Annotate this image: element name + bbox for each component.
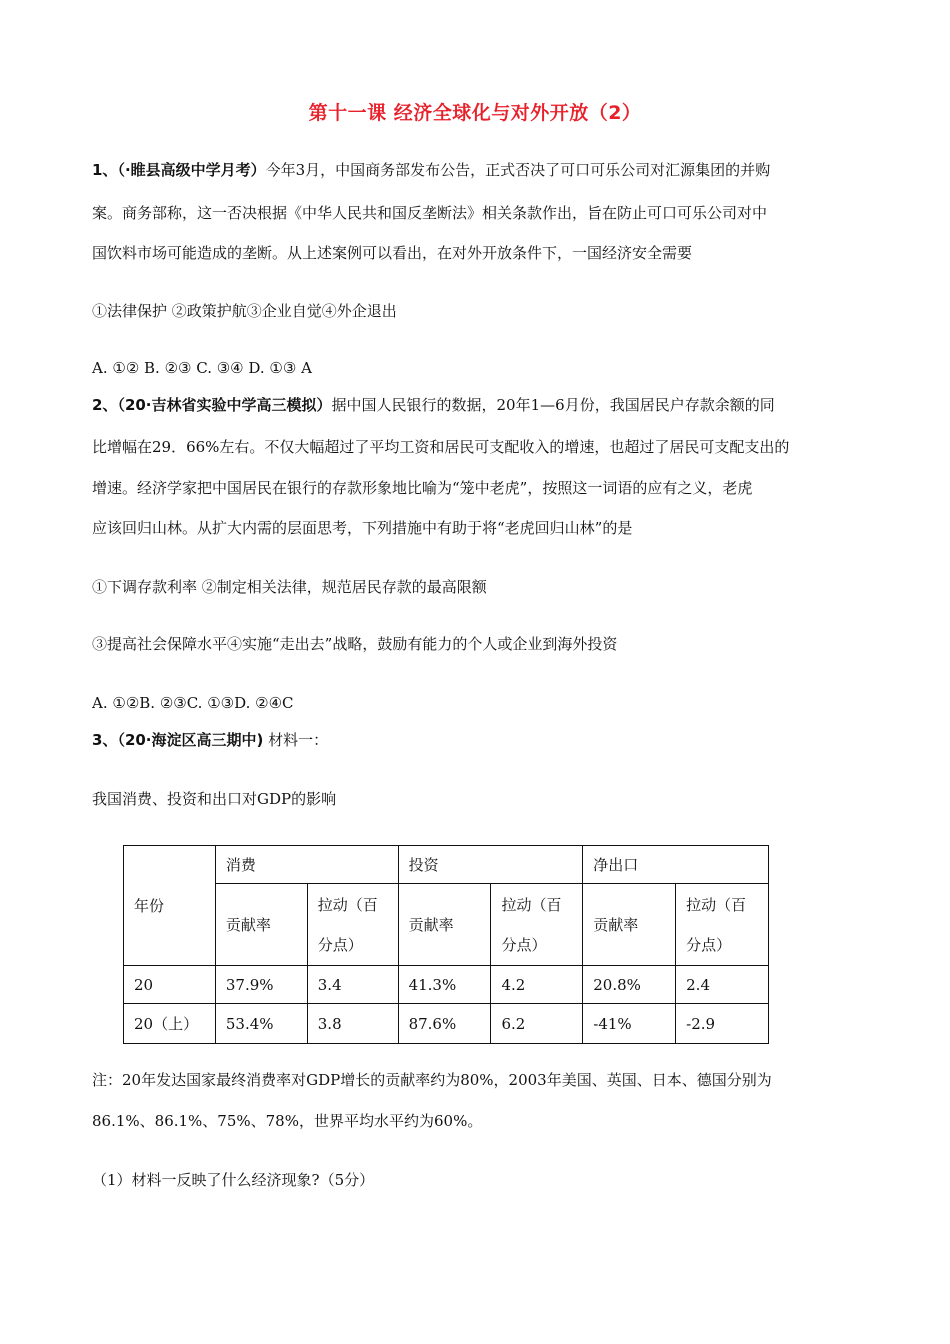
table-row <box>124 966 769 1004</box>
header-year: 年份 <box>124 846 216 966</box>
q2-number: 2、 <box>92 396 118 414</box>
table-row <box>124 1004 769 1044</box>
q3-number: 3、 <box>92 731 118 749</box>
header-investment: 投资 <box>398 846 583 884</box>
table-cell: 53.4% <box>215 1004 307 1044</box>
sub-pull-investment: 拉动（百 分点） <box>491 884 583 966</box>
table-cell: 2.4 <box>676 966 769 1004</box>
gdp-impact-table <box>123 845 769 1044</box>
note-line-1: 注：20年发达国家最终消费率对GDP增长的贡献率约为80%，2003年美国、英国、日本、德国分别为 <box>92 1071 772 1089</box>
q1-text-1: 今年3月，中国商务部发布公告，正式否决了可口可乐公司对汇源集团的并购 <box>265 161 771 179</box>
q1-line-3: 国饮料市场可能造成的垄断。从上述案例可以看出，在对外开放条件下，一国经济安全需要 <box>92 244 693 262</box>
table-cell: -2.9 <box>676 1004 769 1044</box>
row-year: 20 <box>124 966 216 1004</box>
table-cell: -41% <box>583 1004 676 1044</box>
table-cell: 41.3% <box>398 966 491 1004</box>
q3-source: （20·海淀区高三期中) <box>117 731 264 749</box>
sub-pull-net-export: 拉动（百 分点） <box>676 884 769 966</box>
q3-lead: 材料一： <box>263 731 329 749</box>
table-cell: 6.2 <box>491 1004 583 1044</box>
q2-text-1: 据中国人民银行的数据，20年1—6月份，我国居民户存款余额的同 <box>331 396 775 414</box>
sub-question-1: （1）材料一反映了什么经济现象?（5分） <box>92 1171 375 1189</box>
sub-pull-consumption: 拉动（百 分点） <box>307 884 398 966</box>
q1-options: ①法律保护 ②政策护航③企业自觉④外企退出 <box>92 302 397 320</box>
q1-line-2: 案。商务部称，这一否决根据《中华人民共和国反垄断法》相关条款作出，旨在防止可口可乐公司对中 <box>92 204 768 222</box>
sub-rate-investment: 贡献率 <box>398 884 491 966</box>
q2-line-3: 增速。经济学家把中国居民在银行的存款形象地比喻为“笼中老虎”，按照这一词语的应有之义，老虎 <box>92 479 753 497</box>
table-cell: 87.6% <box>398 1004 491 1044</box>
sub-rate-net-export: 贡献率 <box>583 884 676 966</box>
q1-number: 1、 <box>92 161 118 179</box>
sub-rate-consumption: 贡献率 <box>215 884 307 966</box>
q2-option-1: ①下调存款利率 ②制定相关法律，规范居民存款的最高限额 <box>92 578 487 596</box>
q3-line-1 <box>92 730 862 750</box>
table-cell: 37.9% <box>215 966 307 1004</box>
row-year: 20（上） <box>124 1004 216 1044</box>
q2-line-4: 应该回归山林。从扩大内需的层面思考，下列措施中有助于将“老虎回归山林”的是 <box>92 519 633 537</box>
q2-line-2: 比增幅在29．66%左右。不仅大幅超过了平均工资和居民可支配收入的增速，也超过了居民可支配支出的 <box>92 438 790 456</box>
table-caption: 我国消费、投资和出口对GDP的影响 <box>92 790 337 808</box>
q2-option-2: ③提高社会保障水平④实施“走出去”战略，鼓励有能力的个人或企业到海外投资 <box>92 635 618 653</box>
q2-answer: A. ①②B. ②③C. ①③D. ②④C <box>92 694 294 712</box>
note-line-2: 86.1%、86.1%、75%、78%，世界平均水平约为60%。 <box>92 1112 483 1130</box>
q1-answer: A. ①② B. ②③ C. ③④ D. ①③ A <box>92 359 312 377</box>
table-cell: 4.2 <box>491 966 583 1004</box>
table-cell: 3.8 <box>307 1004 398 1044</box>
header-consumption: 消费 <box>215 846 398 884</box>
q2-line-1 <box>92 395 862 415</box>
table-cell: 3.4 <box>307 966 398 1004</box>
q1-source: （·睢县高级中学月考） <box>117 161 266 179</box>
q2-source: （20·吉林省实验中学高三模拟） <box>117 396 332 414</box>
table-cell: 20.8% <box>583 966 676 1004</box>
q1-line-1 <box>92 160 862 180</box>
page-title: 第十一课 经济全球化与对外开放（2） <box>308 102 642 124</box>
header-net-export: 净出口 <box>583 846 769 884</box>
